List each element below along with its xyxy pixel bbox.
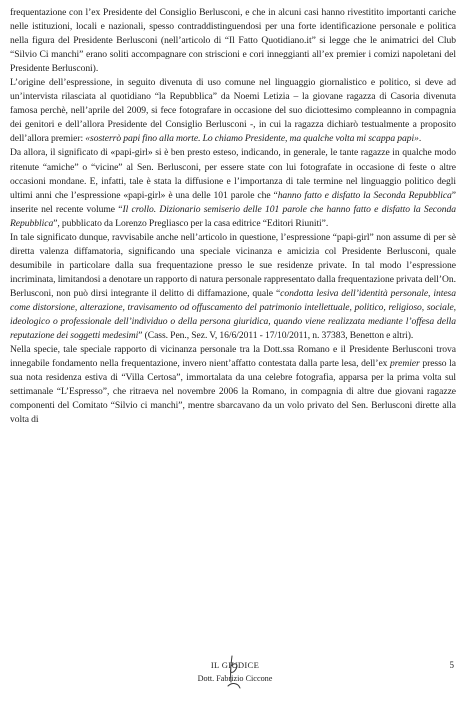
text-run: L’origine dell’espressione, in seguito divenuta di uso comune nel linguaggio giornalistico e politico, si deve ad un’intervista rilasciata al quotidiano “la Repubblica” da Noemi Letizia – la giovane ragazza di Casoria divenuta famosa perchè, nell’aprile del 2009, si fece fotografare in occasione del suo diciottesimo compleanno in compagnia dei genitori e dell’allora Presidente del Consiglio Berlusconi -, in cui la ragazza dichiarò testualmente a proposito dell’allora premier: — [10, 77, 456, 145]
paragraph — [10, 343, 456, 427]
italic-text: «sosterrò papi fino alla morte. Lo chiamo Presidente, ma qualche volta mi scappa papi» — [85, 133, 419, 145]
text-run: . — [418, 133, 422, 145]
text-run: frequentazione con l’ex Presidente del Consiglio Berlusconi, e che in alcuni casi hanno rivestitito importanti cariche nelle istituzioni, locali e nazionali, spesso contraddistinguendosi per una forte identificazione personale e politica nella figura del Presidente Berlusconi (nell’articolo di “Il Fatto Quotidiano.it” si legge che le animatrici del Club “Silvio Ci manchi” erano soliti accompagnare con striscioni e cori inneggianti all’ex premier i comizi napoletani del Presidente Berlusconi). — [10, 7, 456, 75]
page-number: 5 — [449, 660, 454, 670]
paragraph — [10, 231, 456, 343]
text-run: ”, pubblicato da Lorenzo Pregliasco per la casa editrice “Editori Riuniti”. — [53, 217, 329, 229]
paragraph — [10, 6, 456, 76]
paragraph — [10, 76, 456, 146]
text-run: In tale significato dunque, ravvisabile anche nell’articolo in questione, l’espressione “papi-girl” non assume di per sè diretta valenza diffamatoria, significando una speciale vicinanza e amicizia col Presidente Berlusconi, quale desumibile in particolare dalla sua frequentazione presso le sue residenze private. In tal modo l’espressione incriminata, limitandosi a denotare un rapporto di natura personale rappresentato dalla frequentazione privata dell’On. Berlusconi, non può dirsi integrante il delitto di diffamazione, quale “ — [10, 231, 456, 299]
italic-text: premier — [390, 358, 420, 370]
italic-text: Il crollo. Dizionario semiserio delle 101 parole che hanno fatto e disfatto la Seconda Repubblica — [10, 203, 457, 229]
italic-text: hanno fatto e disfatto la Seconda Repubblica — [277, 189, 452, 201]
text-run: Nella specie, tale speciale rapporto di vicinanza personale tra la Dott.ssa Romano e il Presidente Berlusconi trova innegabile fondamento nella frequentazione, invero nient’affatto contestata dalla parte lesa, dell’ex — [10, 344, 456, 370]
italic-text: condotta lesiva dell’identità personale, intesa come distorsione, alterazione, travisamento od offuscamento del patrimonio intellettuale, politico, religioso, sociale, ideologico o professionale dell’individuo o della persona giuridica, quando viene realizzata mediante l’offesa della reputazione dei soggetti medesimi — [10, 287, 456, 342]
signature-icon — [214, 652, 254, 696]
text-run: presso la sua nota residenza estiva di “Villa Certosa”, immortalata da una celebre fotografia, apparsa per la prima volta sul settimanale “L’Espresso”, che ritraeva nel novembre 2006 la Romano, in compagnia di altre due giovani ragazze componenti del Comitato “Silvio ci manchi”, mentre sbarcavano da un volo privato del Sen. Berlusconi dirette alla volta di — [10, 358, 456, 426]
judge-name: Dott. Fabrizio Ciccone — [197, 674, 273, 683]
judge-title: IL GIUDICE — [210, 660, 260, 670]
paragraph — [10, 146, 456, 230]
text-run: Da allora, il significato di «papi-girl» si è ben presto esteso, indicando, in generale, le tante ragazze in qualche modo ritenute “amiche” o “vicine” al Sen. Berlusconi, per essere state con lui fotografate in occasione di feste o altre occasioni mondane. E, infatti, tale è stata la diffusione e l’importanza di tale termine nel linguaggio politico degli ultimi anni che l’espressione «papi-girl» è una delle 101 parole che “ — [10, 147, 456, 201]
text-run: ” (Cass. Pen., Sez. V, 16/6/2011 - 17/10/2011, n. 37383, Benetton e altri). — [138, 330, 414, 342]
document-body — [10, 6, 456, 427]
text-run: ” inserite nel recente volume “ — [10, 189, 456, 215]
page-footer — [0, 658, 470, 698]
